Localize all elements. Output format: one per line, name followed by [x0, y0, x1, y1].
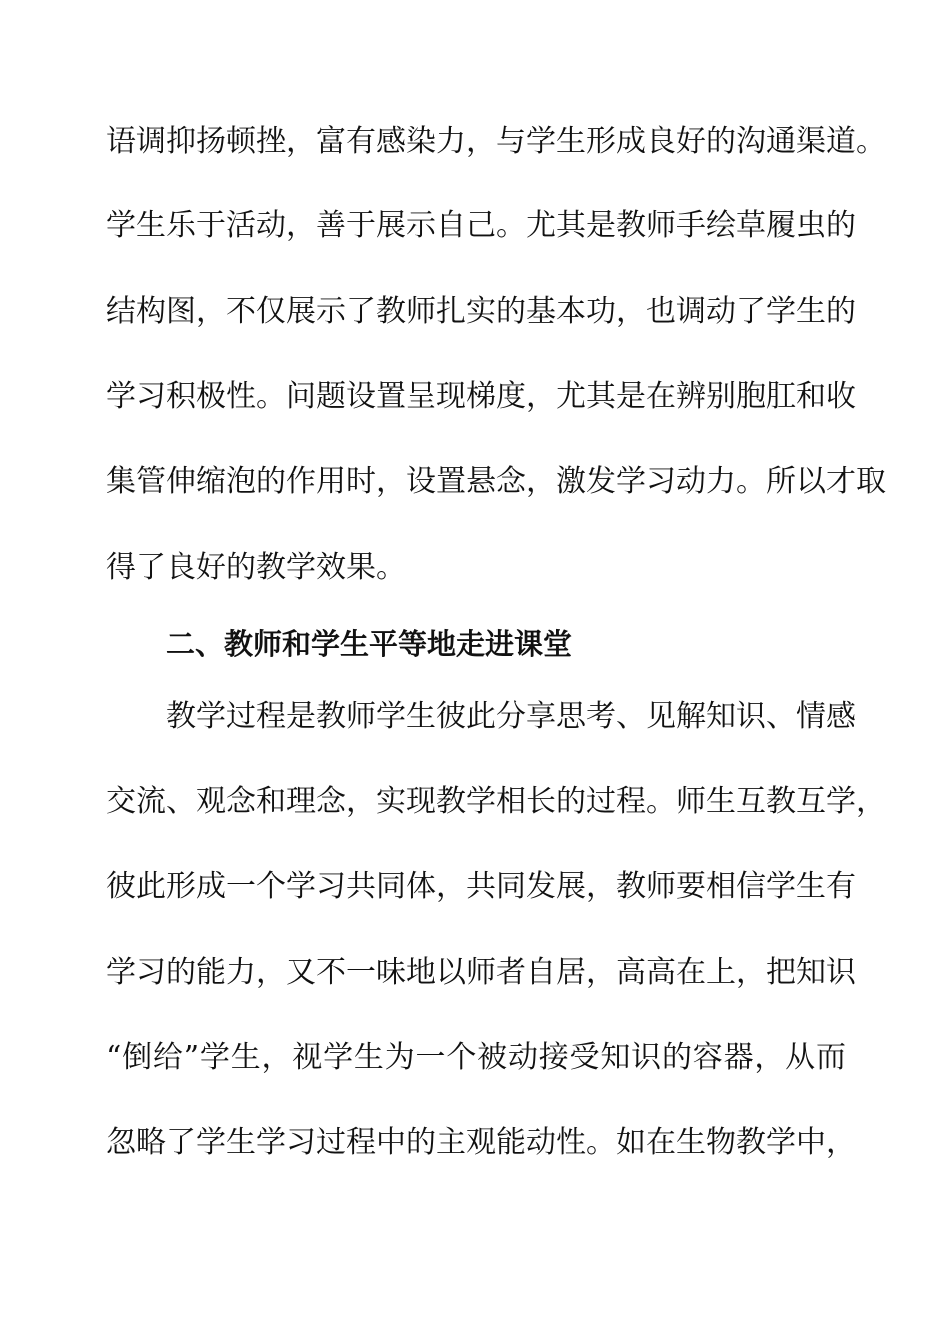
paragraph-line: 结构图，不仅展示了教师扎实的基本功，也调动了学生的 — [106, 294, 856, 329]
paragraph-line: 学生乐于活动，善于展示自己。尤其是教师手绘草履虫的 — [106, 208, 856, 243]
paragraph-line: 忽略了学生学习过程中的主观能动性。如在生物教学中， — [106, 1125, 856, 1160]
paragraph-line: 得了良好的教学效果。 — [106, 550, 406, 585]
paragraph-line: 学习积极性。问题设置呈现梯度，尤其是在辨别胞肛和收 — [106, 379, 856, 414]
paragraph-line: 彼此形成一个学习共同体，共同发展，教师要相信学生有 — [106, 869, 856, 904]
paragraph-line: 学习的能力，又不一味地以师者自居，高高在上，把知识 — [106, 955, 856, 990]
paragraph-line: 集管伸缩泡的作用时，设置悬念，激发学习动力。所以才取 — [106, 464, 886, 499]
paragraph-line: “倒给”学生，视学生为一个被动接受知识的容器，从而 — [106, 1040, 846, 1075]
paragraph-line: 语调抑扬顿挫，富有感染力，与学生形成良好的沟通渠道。 — [106, 124, 886, 159]
paragraph-line: 教学过程是教师学生彼此分享思考、见解知识、情感 — [166, 699, 856, 734]
section-heading: 二、教师和学生平等地走进课堂 — [166, 627, 573, 661]
paragraph-line: 交流、观念和理念，实现教学相长的过程。师生互教互学， — [106, 784, 886, 819]
